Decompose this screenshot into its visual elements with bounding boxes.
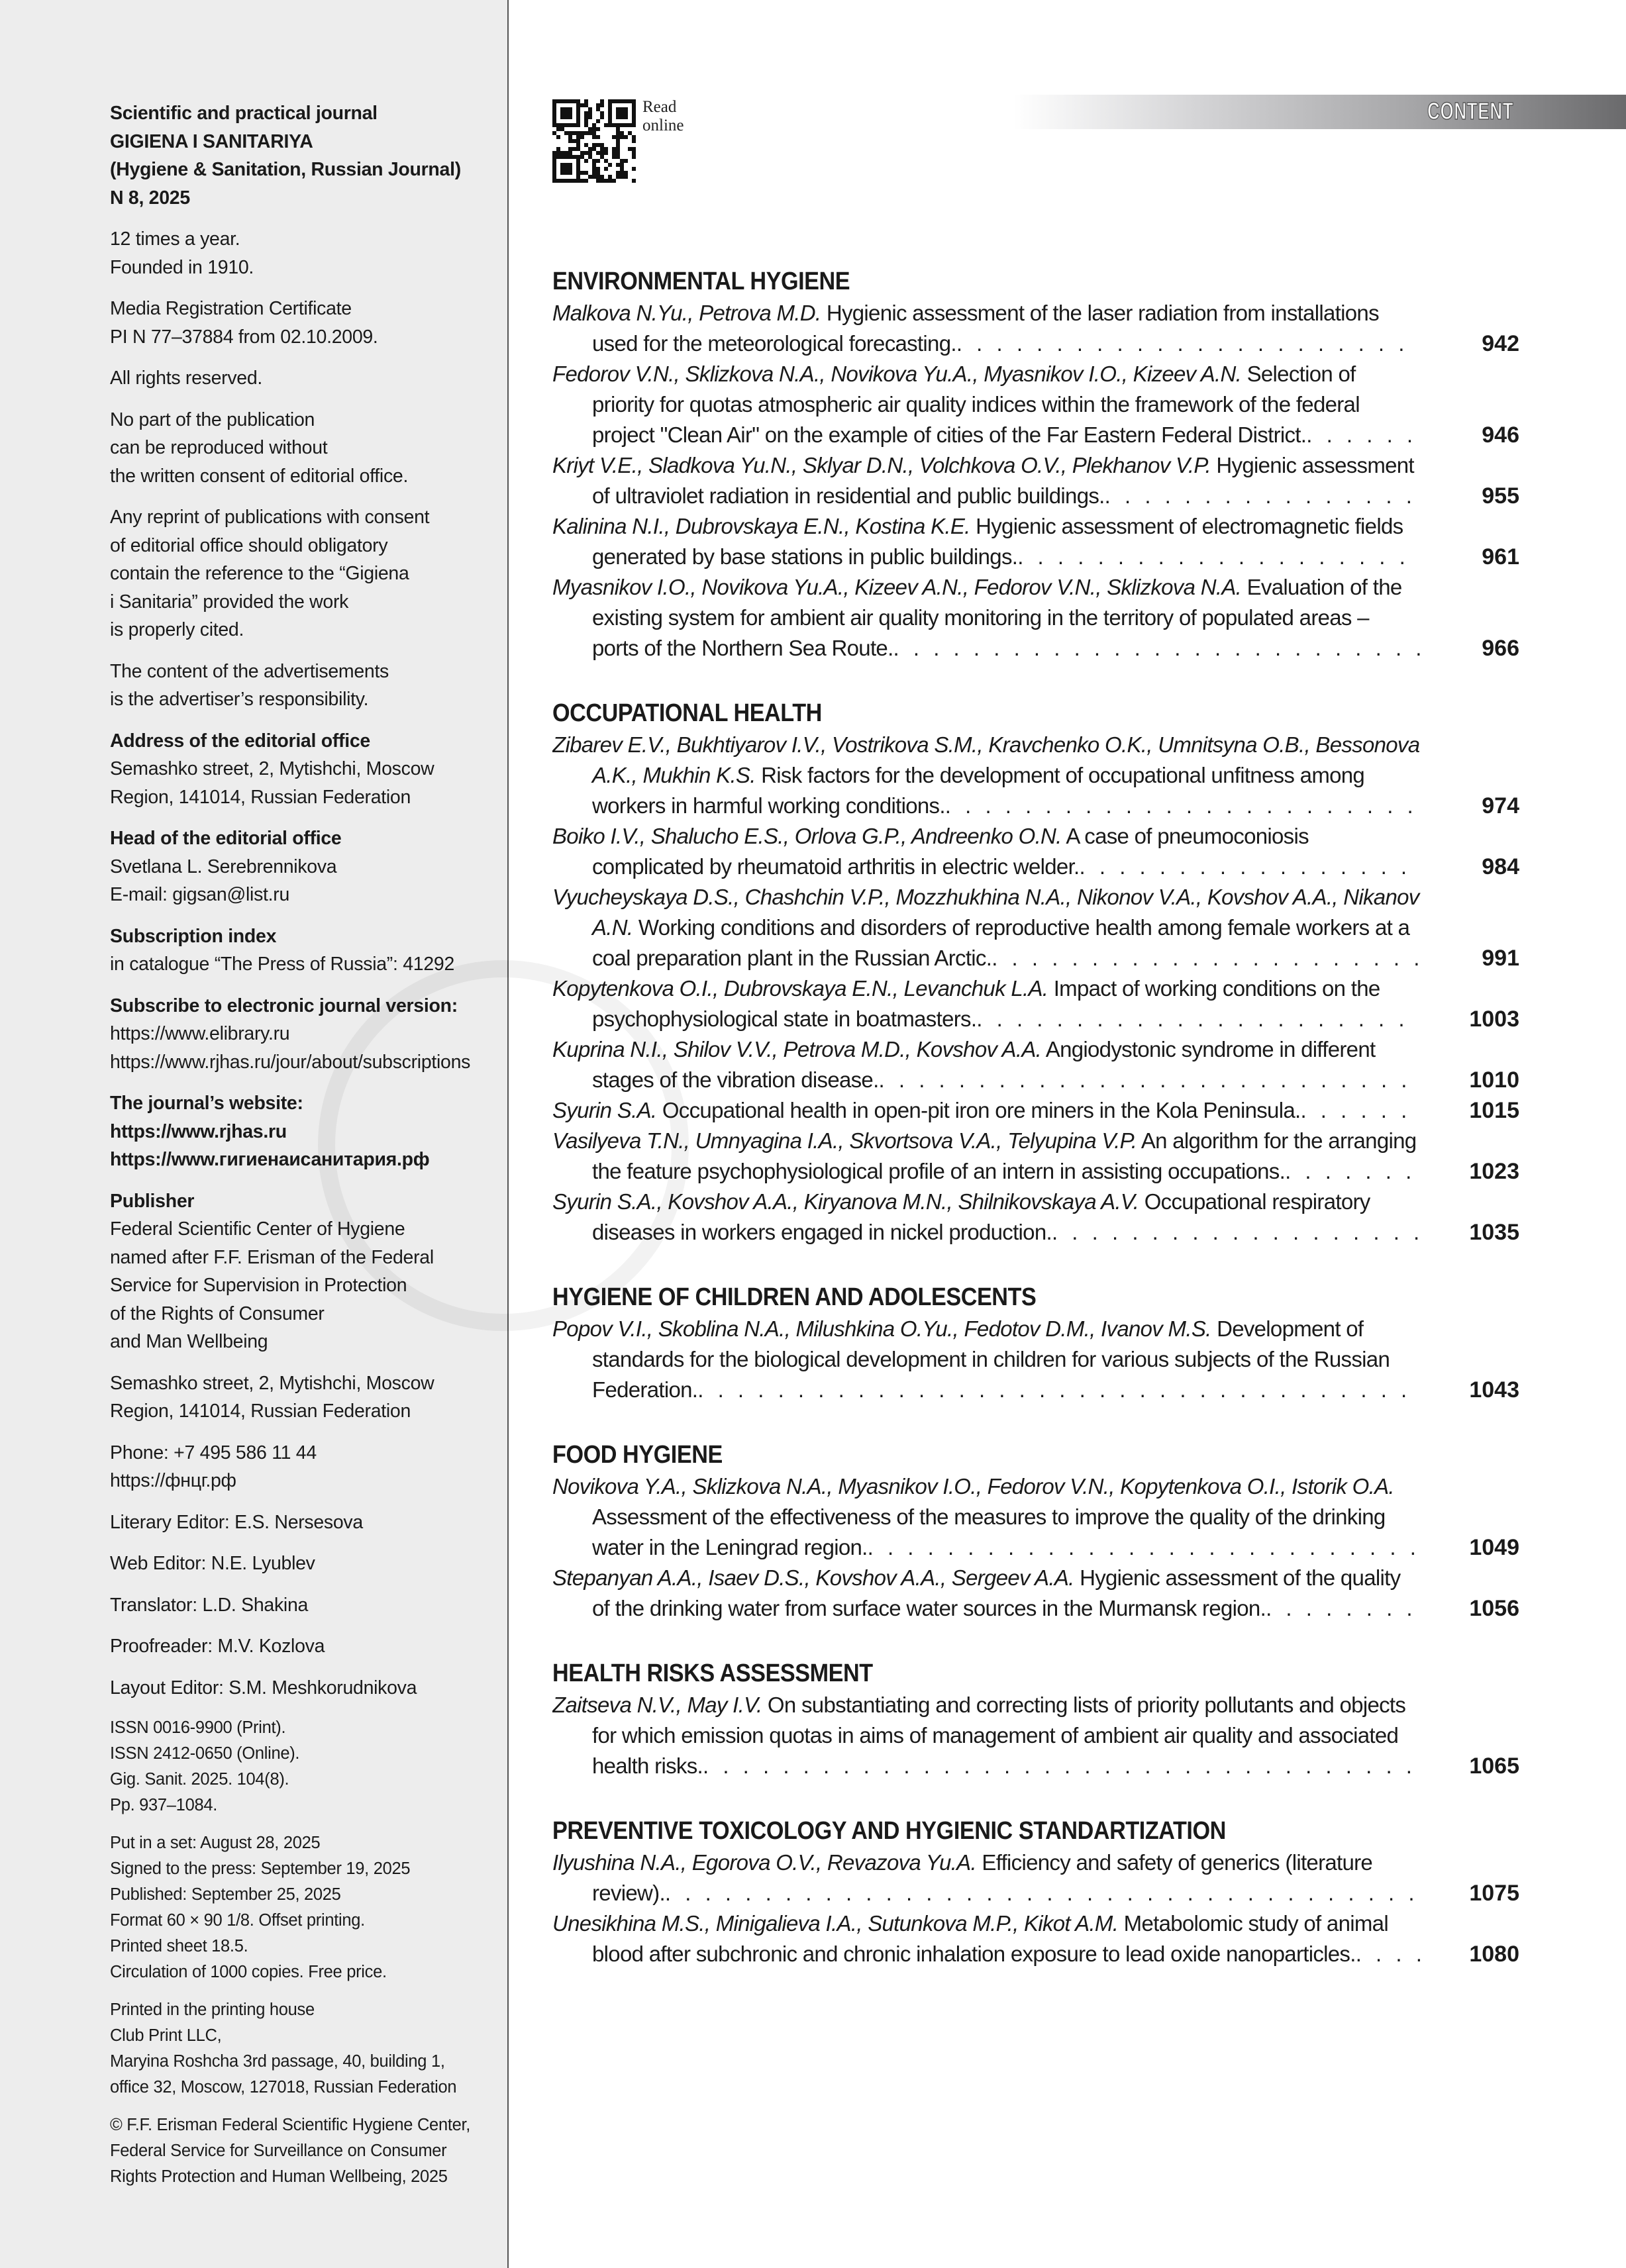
imprint-line: Published: September 25, 2025	[110, 1885, 341, 1904]
imprint-line: Region, 141014, Russian Federation	[110, 786, 411, 808]
imprint-block	[110, 922, 494, 979]
imprint-link[interactable]: https://фнцг.рф	[110, 1470, 236, 1491]
entry-page-number[interactable]: 961	[1420, 542, 1519, 572]
table-of-contents	[552, 266, 1519, 2004]
imprint-block	[110, 295, 494, 351]
imprint-line: © F.F. Erisman Federal Scientific Hygiene Center,	[110, 2116, 471, 2134]
imprint-line: N 8, 2025	[110, 187, 190, 209]
toc-section	[552, 698, 1519, 1248]
section-heading: HYGIENE OF CHILDREN AND ADOLESCENTS	[552, 1283, 1037, 1311]
entry-authors: Boiko I.V., Shalucho E.S., Orlova G.P., Andreenko O.N.	[552, 824, 1062, 848]
imprint-block	[110, 503, 494, 644]
imprint-heading: Address of the editorial office	[110, 730, 370, 752]
imprint-block	[110, 1632, 494, 1661]
imprint-line: Circulation of 1000 copies. Free price.	[110, 1963, 387, 1981]
imprint-line: PI N 77–37884 from 02.10.2009.	[110, 326, 378, 348]
imprint-link[interactable]: E-mail: gigsan@list.ru	[110, 884, 289, 905]
toc-entry[interactable]	[552, 1034, 1519, 1095]
entry-page-number[interactable]: 1003	[1420, 1004, 1519, 1034]
imprint-heading: Head of the editorial office	[110, 828, 342, 849]
imprint-sidebar	[0, 0, 509, 2268]
toc-section	[552, 1440, 1519, 1624]
leader-dots	[665, 1878, 1519, 1908]
entry-authors: Ilyushina N.A., Egorova O.V., Revazova Yu.A.	[552, 1850, 976, 1875]
toc-entry[interactable]	[552, 359, 1519, 450]
entry-title: Angiodystonic syndrome in different stages of the vibration disease.	[592, 1037, 1376, 1092]
imprint-block	[110, 824, 494, 909]
imprint-link[interactable]: https://www.elibrary.ru	[110, 1023, 290, 1044]
imprint-block	[110, 364, 494, 393]
entry-authors: Fedorov V.N., Sklizkova N.A., Novikova Yu.A., Myasnikov I.O., Kizeev A.N.	[552, 362, 1242, 386]
imprint-line: Maryina Roshcha 3rd passage, 40, building 1,	[110, 2052, 445, 2071]
toc-entry[interactable]	[552, 298, 1519, 359]
leader-dots	[697, 1375, 1519, 1405]
entry-title: Metabolomic study of animal blood after subchronic and chronic inhalation exposure to lead oxide nanoparticles.	[592, 1911, 1388, 1966]
imprint-line: Service for Supervision in Protection	[110, 1275, 407, 1296]
imprint-line: Printed in the printing house	[110, 2000, 315, 2019]
entry-authors: Stepanyan A.A., Isaev D.S., Kovshov A.A., Sergeev A.A.	[552, 1565, 1074, 1590]
toc-entry[interactable]	[552, 1187, 1519, 1248]
toc-section	[552, 1816, 1519, 1969]
section-heading: HEALTH RISKS ASSESSMENT	[552, 1659, 873, 1687]
imprint-block	[110, 1187, 494, 1356]
entry-page-number[interactable]: 1049	[1420, 1532, 1519, 1563]
entry-authors: Zaitseva N.V., May I.V.	[552, 1693, 762, 1717]
entry-page-number[interactable]: 1065	[1420, 1751, 1519, 1781]
content-banner	[1013, 95, 1626, 129]
imprint-line: named after F.F. Erisman of the Federal	[110, 1246, 434, 1268]
imprint-line: Media Registration Certificate	[110, 298, 352, 319]
imprint-line: ISSN 0016-9900 (Print).	[110, 1718, 286, 1737]
imprint-link[interactable]: https://www.гигиенаисанитария.рф	[110, 1149, 430, 1170]
entry-authors: Kuprina N.I., Shilov V.V., Petrova M.D., Kovshov A.A.	[552, 1037, 1042, 1061]
section-heading: FOOD HYGIENE	[552, 1441, 723, 1469]
imprint-block	[110, 992, 494, 1077]
entry-authors: Vyucheyskaya D.S., Chashchin V.P., Mozzhukhina N.A., Nikonov V.A., Kovshov A.A., Nikanov A.N.	[552, 885, 1419, 940]
entry-authors: Unesikhina M.S., Minigalieva I.A., Sutunkova M.P., Kikot A.M.	[552, 1911, 1119, 1936]
entry-title: A case of pneumoconiosis complicated by rheumatoid arthritis in electric welder.	[592, 824, 1309, 879]
entry-title: Working conditions and disorders of reproductive health among female workers at a coal preparation plant in the Russian Arctic.	[592, 915, 1410, 970]
toc-section	[552, 1282, 1519, 1405]
imprint-line: Semashko street, 2, Mytishchi, Moscow	[110, 1372, 434, 1394]
imprint-line: Scientific and practical journal	[110, 103, 378, 124]
imprint-line: The content of the advertisements	[110, 660, 389, 682]
entry-title: Impact of working conditions on the psychophysiological state in boatmasters.	[592, 976, 1380, 1031]
imprint-block	[110, 1591, 494, 1620]
section-heading: ENVIRONMENTAL HYGIENE	[552, 268, 850, 295]
entry-page-number[interactable]: 1015	[1420, 1095, 1519, 1126]
imprint-block	[110, 1830, 494, 1985]
imprint-heading: Subscribe to electronic journal version:	[110, 995, 458, 1016]
imprint-line: in catalogue “The Press of Russia”: 41292	[110, 954, 454, 975]
imprint-line: contain the reference to the “Gigiena	[110, 563, 409, 584]
toc-entry[interactable]	[552, 1908, 1519, 1969]
entry-title: Efficiency and safety of generics (literature review).	[592, 1850, 1373, 1905]
entry-authors: Kriyt V.E., Sladkova Yu.N., Sklyar D.N., Volchkova O.V., Plekhanov V.P.	[552, 453, 1211, 477]
entry-authors: Kalinina N.I., Dubrovskaya E.N., Kostina K.E.	[552, 514, 970, 538]
imprint-heading: Publisher	[110, 1190, 195, 1212]
imprint-line: Format 60 × 90 1/8. Offset printing.	[110, 1911, 365, 1930]
toc-section	[552, 266, 1519, 664]
entry-authors: Kopytenkova O.I., Dubrovskaya E.N., Levanchuk L.A.	[552, 976, 1048, 1001]
imprint-line: Region, 141014, Russian Federation	[110, 1401, 411, 1422]
imprint-heading: Subscription index	[110, 925, 277, 947]
toc-entry[interactable]	[552, 730, 1519, 821]
entry-page-number[interactable]: 942	[1420, 328, 1519, 359]
entry-page-number[interactable]: 946	[1420, 420, 1519, 450]
imprint-block	[110, 2112, 494, 2190]
imprint-line: ISSN 2412-0650 (Online).	[110, 1744, 300, 1763]
entry-page-number[interactable]: 955	[1420, 481, 1519, 511]
imprint-line: Put in a set: August 28, 2025	[110, 1834, 321, 1852]
entry-page-number[interactable]: 1056	[1420, 1593, 1519, 1624]
imprint-block	[110, 1715, 494, 1818]
leader-dots	[703, 1751, 1519, 1781]
entry-title: Occupational respiratory diseases in workers engaged in nickel production.	[592, 1189, 1370, 1244]
imprint-block	[110, 1674, 494, 1702]
imprint-line: Federal Service for Surveillance on Consumer	[110, 2142, 447, 2160]
entry-page-number[interactable]: 1080	[1420, 1939, 1519, 1969]
toc-entry[interactable]	[552, 450, 1519, 511]
imprint-line: Translator: L.D. Shakina	[110, 1594, 309, 1616]
imprint-line: Layout Editor: S.M. Meshkorudnikova	[110, 1677, 417, 1699]
entry-title: Risk factors for the development of occupational unfitness among workers in harmful working conditions.	[592, 763, 1365, 818]
entry-page-number[interactable]: 974	[1420, 791, 1519, 821]
imprint-block	[110, 1369, 494, 1426]
imprint-line: and Man Wellbeing	[110, 1331, 268, 1352]
entry-page-number[interactable]: 1010	[1420, 1065, 1519, 1095]
imprint-link[interactable]: https://www.rjhas.ru	[110, 1120, 287, 1142]
imprint-line: Svetlana L. Serebrennikova	[110, 856, 337, 877]
imprint-line: of the Rights of Consumer	[110, 1303, 325, 1324]
imprint-line: Signed to the press: September 19, 2025	[110, 1859, 411, 1878]
toc-entry[interactable]	[552, 1126, 1519, 1187]
imprint-line: (Hygiene & Sanitation, Russian Journal)	[110, 159, 461, 180]
imprint-line: Gig. Sanit. 2025. 104(8).	[110, 1770, 289, 1789]
read-online-label: Read online	[642, 98, 684, 134]
entry-page-number[interactable]: 984	[1420, 852, 1519, 882]
imprint-line: Pp. 937–1084.	[110, 1796, 217, 1814]
entry-authors: Myasnikov I.O., Novikova Yu.A., Kizeev A.N., Fedorov V.N., Sklizkova N.A.	[552, 575, 1242, 599]
imprint-line: Club Print LLC,	[110, 2026, 222, 2045]
imprint-line: Printed sheet 18.5.	[110, 1937, 248, 1955]
entry-title: On substantiating and correcting lists of priority pollutants and objects for which emission quotas in aims of management of ambient air quality and associated health risks.	[592, 1693, 1406, 1778]
toc-entry[interactable]	[552, 572, 1519, 664]
imprint-line: office 32, Moscow, 127018, Russian Federation	[110, 2078, 457, 2096]
entry-title: An algorithm for the arranging the feature psychophysiological profile of an intern in assisting occupations.	[592, 1128, 1417, 1183]
content-label: CONTENT	[1427, 97, 1514, 124]
imprint-link[interactable]: https://www.rjhas.ru/jour/about/subscriptions	[110, 1051, 471, 1073]
entry-page-number[interactable]: 991	[1420, 943, 1519, 973]
imprint-line: Founded in 1910.	[110, 256, 254, 278]
imprint-line: i Sanitaria” provided the work	[110, 591, 349, 613]
imprint-line: Literary Editor: E.S. Nersesova	[110, 1511, 363, 1533]
imprint-line: Web Editor: N.E. Lyublev	[110, 1553, 315, 1574]
toc-entry[interactable]	[552, 511, 1519, 572]
imprint-line: is properly cited.	[110, 619, 244, 640]
entry-title: Hygienic assessment of ultraviolet radiation in residential and public buildings.	[592, 453, 1414, 508]
qr-code-icon[interactable]	[552, 99, 636, 183]
imprint-block	[110, 727, 494, 812]
imprint-block	[110, 1089, 494, 1174]
entry-title: Assessment of the effectiveness of the measures to improve the quality of the drinking water in the Leningrad region.	[592, 1504, 1386, 1559]
imprint-line: Proofreader: M.V. Kozlova	[110, 1636, 325, 1657]
imprint-block	[110, 406, 494, 491]
entry-authors: Syurin S.A.	[552, 1098, 657, 1122]
imprint-line: the written consent of editorial office.	[110, 465, 409, 487]
imprint-line: Semashko street, 2, Mytishchi, Moscow	[110, 758, 434, 779]
entry-page-number[interactable]: 1043	[1420, 1375, 1519, 1405]
entry-page-number[interactable]: 1035	[1420, 1217, 1519, 1248]
imprint-line: Phone: +7 495 586 11 44	[110, 1442, 317, 1463]
imprint-block	[110, 1439, 494, 1495]
imprint-line: 12 times a year.	[110, 228, 240, 250]
section-heading: OCCUPATIONAL HEALTH	[552, 699, 822, 727]
imprint-line: can be reproduced without	[110, 437, 328, 458]
imprint-block	[110, 1550, 494, 1578]
entry-title: Development of standards for the biological development in children for various subjects of the Russian Federation.	[592, 1316, 1390, 1402]
entry-authors: Novikova Y.A., Sklizkova N.A., Myasnikov I.O., Fedorov V.N., Kopytenkova O.I., Istorik O.A.	[552, 1474, 1394, 1499]
imprint-block	[110, 658, 494, 714]
entry-title: Evaluation of the existing system for ambient air quality monitoring in the territory of populated areas – ports of the Northern Sea Route.	[592, 575, 1402, 660]
entry-authors: Zibarev E.V., Bukhtiyarov I.V., Vostrikova S.M., Kravchenko O.K., Umnitsyna O.B., Bessonova A.K., Mukhin K.S.	[552, 732, 1420, 787]
imprint-line: of editorial office should obligatory	[110, 534, 388, 556]
entry-title: Hygienic assessment of the quality of the drinking water from surface water sources in the Murmansk region.	[592, 1565, 1401, 1620]
imprint-block	[110, 1997, 494, 2100]
imprint-line: is the advertiser’s responsibility.	[110, 689, 369, 710]
toc-entry[interactable]	[552, 1314, 1519, 1405]
imprint-block	[110, 99, 494, 212]
toc-entry[interactable]	[552, 1690, 1519, 1781]
imprint-line: Rights Protection and Human Wellbeing, 2025	[110, 2167, 448, 2186]
toc-entry[interactable]	[552, 821, 1519, 882]
entry-title: Selection of priority for quotas atmospheric air quality indices within the framework of the federal project "Clean Air" on the example of cities of the Far Eastern Federal District.	[592, 362, 1360, 447]
toc-entry[interactable]	[552, 882, 1519, 973]
entry-authors: Popov V.I., Skoblina N.A., Milushkina O.Yu., Fedotov D.M., Ivanov M.S.	[552, 1316, 1211, 1341]
toc-section	[552, 1658, 1519, 1781]
toc-entry[interactable]	[552, 973, 1519, 1034]
entry-title: Hygienic assessment of the laser radiation from installations used for the meteorological forecasting.	[592, 301, 1379, 356]
imprint-block	[110, 225, 494, 281]
imprint-line: Any reprint of publications with consent	[110, 507, 430, 528]
toc-entry[interactable]	[552, 1471, 1519, 1563]
entry-authors: Malkova N.Yu., Petrova M.D.	[552, 301, 821, 325]
entry-page-number[interactable]: 1075	[1420, 1878, 1519, 1908]
entry-title: Hygienic assessment of electromagnetic fields generated by base stations in public buildings.	[592, 514, 1403, 569]
imprint-line: GIGIENA I SANITARIYA	[110, 130, 313, 152]
imprint-line: No part of the publication	[110, 409, 315, 430]
entry-authors: Vasilyeva T.N., Umnyagina I.A., Skvortsova V.A., Telyupina V.P.	[552, 1128, 1137, 1153]
imprint-line: Federal Scientific Center of Hygiene	[110, 1218, 405, 1240]
entry-authors: Syurin S.A., Kovshov A.A., Kiryanova M.N., Shilnikovskaya A.V.	[552, 1189, 1139, 1214]
toc-entry[interactable]	[552, 1563, 1519, 1624]
entry-page-number[interactable]: 966	[1420, 633, 1519, 664]
section-heading: PREVENTIVE TOXICOLOGY AND HYGIENIC STANDARTIZATION	[552, 1817, 1226, 1845]
toc-entry[interactable]	[552, 1848, 1519, 1908]
imprint-heading: The journal’s website:	[110, 1093, 303, 1114]
entry-title: Occupational health in open-pit iron ore miners in the Kola Peninsula.	[662, 1098, 1301, 1122]
entry-page-number[interactable]: 1023	[1420, 1156, 1519, 1187]
imprint-block	[110, 1508, 494, 1537]
imprint-line: All rights reserved.	[110, 368, 263, 389]
toc-entry[interactable]	[552, 1095, 1519, 1126]
